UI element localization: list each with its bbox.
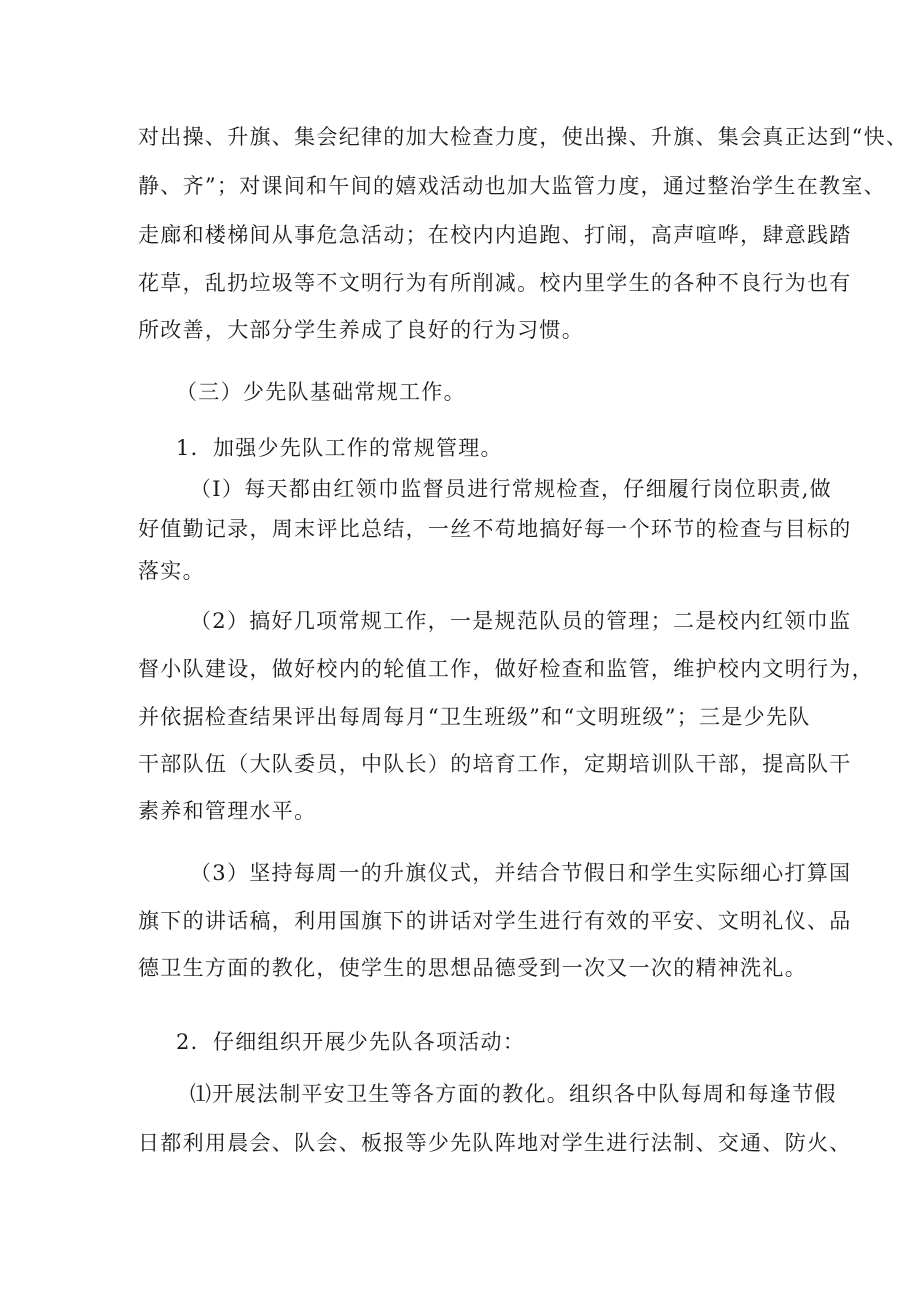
text-line: 落实。 bbox=[138, 559, 205, 583]
text-line: 好值勤记录，周末评比总结，一丝不苟地搞好每一个环节的检查与目标的 bbox=[138, 517, 852, 541]
item-heading: 1．加强少先队工作的常规管理。 bbox=[176, 436, 503, 460]
item-heading: 2．仔细组织开展少先队各项活动： bbox=[176, 1030, 526, 1054]
text-line: （3）坚持每周一的升旗仪式，并结合节假日和学生实际细心打算国 bbox=[190, 861, 852, 885]
text-line: 旗下的讲话稿，利用国旗下的讲话对学生进行有效的平安、文明礼仪、品 bbox=[138, 909, 852, 933]
text-line: ⑴开展法制平安卫生等各方面的教化。组织各中队每周和每逢节假 bbox=[190, 1082, 837, 1106]
text-line: 德卫生方面的教化，使学生的思想品德受到一次又一次的精神洗礼。 bbox=[138, 956, 807, 980]
text-line: 花草，乱扔垃圾等不文明行为有所削减。校内里学生的各种不良行为也有 bbox=[138, 271, 852, 295]
text-line: （2）搞好几项常规工作，一是规范队员的管理；二是校内红领巾监 bbox=[190, 609, 852, 633]
text-line: 所改善，大部分学生养成了良好的行为习惯。 bbox=[138, 318, 584, 342]
text-line: 干部队伍（大队委员，中队长）的培育工作，定期培训队干部，提高队干 bbox=[138, 752, 852, 776]
section-heading: （三）少先队基础常规工作。 bbox=[176, 380, 466, 404]
text-line: 素养和管理水平。 bbox=[138, 799, 317, 823]
text-line: （I）每天都由红领巾监督员进行常规检查，仔细履行岗位职责,做 bbox=[190, 477, 832, 501]
text-line: 静、齐”；对课间和午间的嬉戏活动也加大监管力度，通过整治学生在教室、 bbox=[138, 174, 886, 198]
text-line: 对出操、升旗、集会纪律的加大检查力度，使出操、升旗、集会真正达到“快、 bbox=[138, 125, 909, 149]
text-line: 并依据检查结果评出每周每月“卫生班级”和“文明班级”；三是少先队 bbox=[138, 705, 811, 729]
text-line: 走廊和楼梯间从事危急活动；在校内内追跑、打闹，高声喧哗，肆意践踏 bbox=[138, 223, 852, 247]
text-line: 督小队建设，做好校内的轮值工作，做好检查和监管，维护校内文明行为， bbox=[138, 657, 874, 681]
text-line: 日都利用晨会、队会、板报等少先队阵地对学生进行法制、交通、防火、 bbox=[138, 1131, 852, 1155]
